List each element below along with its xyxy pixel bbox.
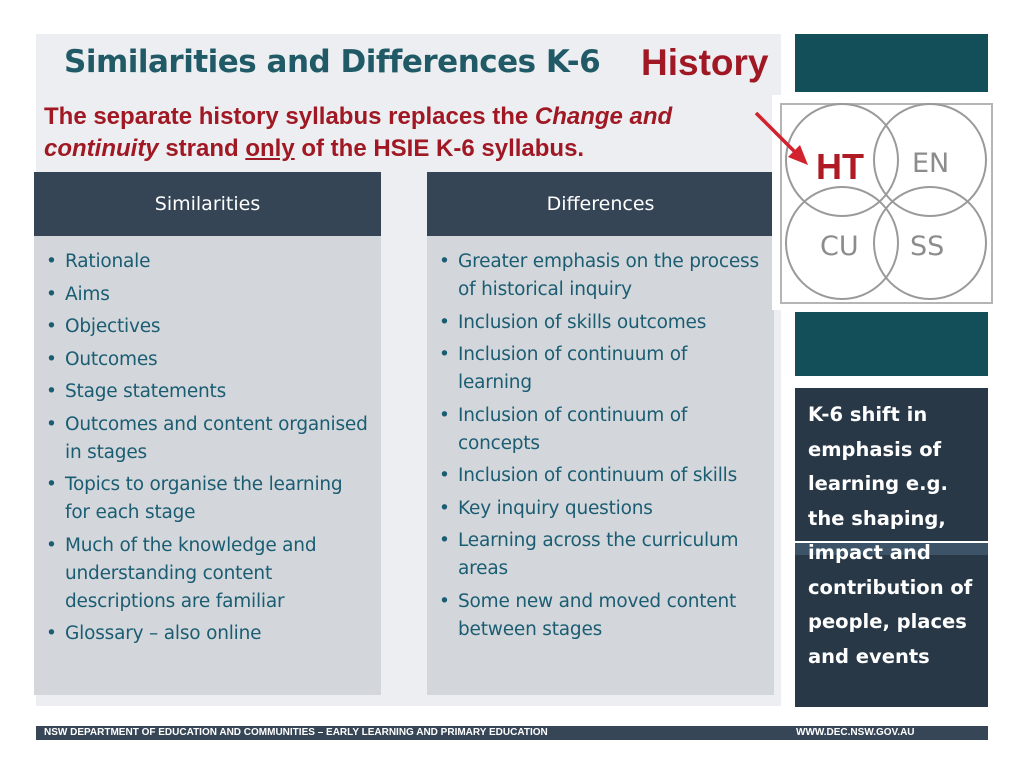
footer-bar [36, 726, 988, 740]
differences-list [439, 248, 762, 644]
subtitle-text-1: The separate history syllabus replaces the [44, 103, 535, 130]
list-item: • Outcomes and content organised in stages [46, 411, 369, 467]
list-item: • Key inquiry questions [439, 495, 762, 523]
arrow-icon [0, 0, 1024, 200]
list-item: • Learning across the curriculum areas [439, 527, 762, 583]
subtitle-text-3: of the HSIE K-6 syllabus. [294, 135, 585, 162]
slide-title: Similarities and Differences K-6 [64, 44, 601, 80]
list-item: • Outcomes [46, 346, 369, 374]
list-item: • Inclusion of continuum of learning [439, 341, 762, 397]
venn-label-en: EN [912, 148, 950, 179]
history-tag: History [641, 42, 769, 83]
venn-label-ss: SS [910, 231, 945, 262]
similarities-body [34, 236, 381, 695]
list-item: • Inclusion of skills outcomes [439, 309, 762, 337]
list-item: • Inclusion of continuum of skills [439, 462, 762, 490]
similarities-list [46, 248, 369, 648]
list-item: • Stage statements [46, 378, 369, 406]
list-item: • Aims [46, 281, 369, 309]
arrow-shaft [756, 113, 797, 154]
subtitle-italic: Change and continuity [44, 103, 673, 162]
differences-heading: Differences [427, 172, 774, 236]
emphasis-note [795, 388, 988, 707]
list-item: • Rationale [46, 248, 369, 276]
similarities-box [34, 172, 381, 695]
list-item: • Much of the knowledge and understanding content descriptions are familiar [46, 532, 369, 616]
venn-label-cu: CU [820, 231, 859, 262]
teal-block-middle [795, 312, 988, 376]
list-item: • Some new and moved content between stages [439, 588, 762, 644]
similarities-heading: Similarities [34, 172, 381, 236]
list-item: • Topics to organise the learning for each stage [46, 471, 369, 527]
venn-label-ht: HT [816, 146, 864, 187]
subtitle-underlined: only [245, 135, 295, 162]
emphasis-note-text: K-6 shift in emphasis of learning e.g. the shaping, impact and contribution of people, places and events [808, 403, 973, 668]
footer-department: NSW DEPARTMENT OF EDUCATION AND COMMUNITIES – EARLY LEARNING AND PRIMARY EDUCATION [44, 727, 548, 738]
differences-box [427, 172, 774, 695]
list-item: • Inclusion of continuum of concepts [439, 402, 762, 458]
differences-body [427, 236, 774, 695]
footer-website: WWW.DEC.NSW.GOV.AU [796, 727, 915, 738]
list-item: • Greater emphasis on the process of historical inquiry [439, 248, 762, 304]
list-item: • Objectives [46, 313, 369, 341]
subtitle-text-2: strand [158, 135, 246, 162]
list-item: • Glossary – also online [46, 620, 369, 648]
